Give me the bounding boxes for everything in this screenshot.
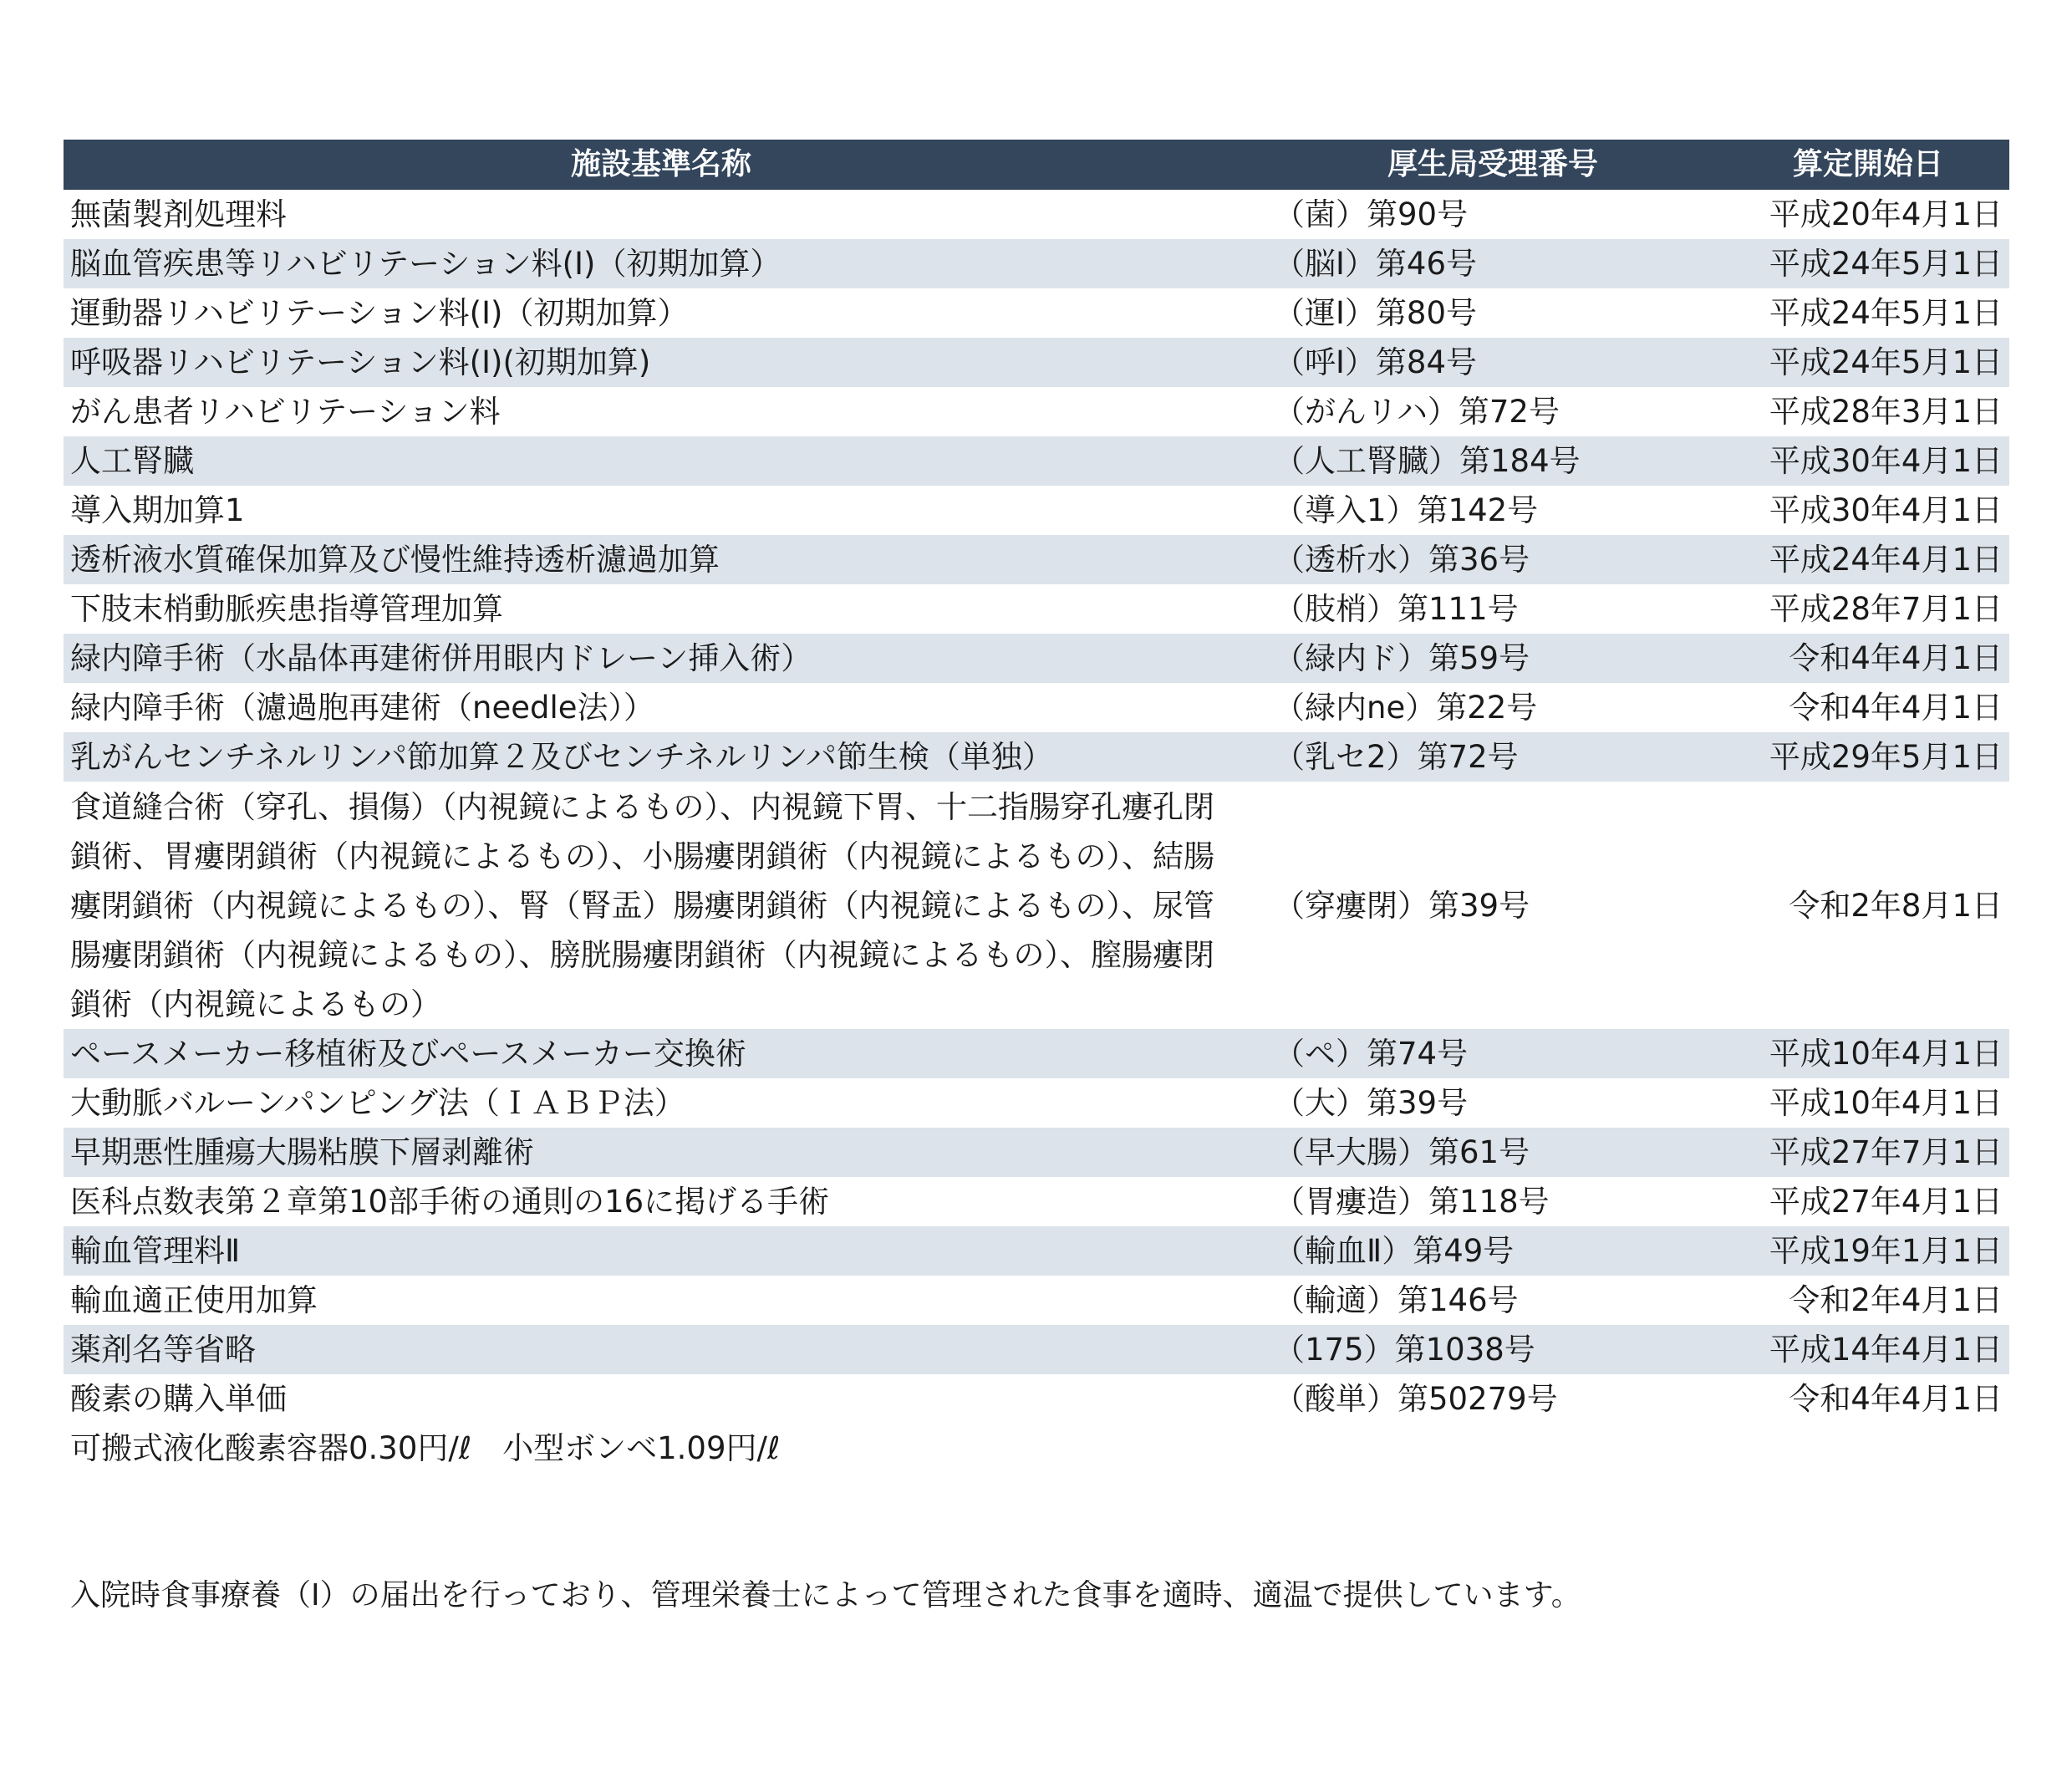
row-date: 平成28年7月1日: [1769, 591, 2003, 627]
row-date: 令和2年4月1日: [1789, 1282, 2003, 1318]
table-row: [64, 584, 2009, 634]
row-name: 輸血管理料Ⅱ: [70, 1233, 241, 1269]
row-date: 平成30年4月1日: [1769, 492, 2003, 528]
row-number: （脳Ⅰ）第46号: [1274, 246, 1477, 282]
row-date: 平成28年3月1日: [1769, 394, 2003, 430]
row-name: 無菌製剤処理料: [70, 196, 287, 232]
row-name: 薬剤名等省略: [70, 1332, 256, 1368]
table-row: [64, 1374, 2009, 1424]
row-name: 乳がんセンチネルリンパ節加算２及びセンチネルリンパ節生検（単独）: [70, 739, 1053, 775]
row-number: （ペ）第74号: [1274, 1036, 1469, 1072]
row-name: 下肢末梢動脈疾患指導管理加算: [70, 591, 503, 627]
row-date: 平成10年4月1日: [1769, 1036, 2003, 1072]
header-date: 算定開始日: [1792, 147, 1943, 181]
row-date: 平成24年5月1日: [1769, 246, 2003, 282]
row-name: 導入期加算1: [70, 492, 245, 528]
row-date: 平成30年4月1日: [1769, 443, 2003, 479]
table-row: [64, 1128, 2009, 1177]
row-name: 緑内障手術（水晶体再建術併用眼内ドレーン挿入術）: [70, 640, 812, 676]
row-number: （早大腸）第61号: [1274, 1134, 1530, 1170]
row-number: （緑内ne）第22号: [1274, 690, 1538, 726]
meal-service-note: 入院時食事療養（Ⅰ）の届出を行っており、管理栄養士によって管理された食事を適時、適温で提供しています。: [70, 1578, 1581, 1613]
table-row: [64, 338, 2009, 387]
row-number: （呼Ⅰ）第84号: [1274, 344, 1477, 380]
row-date: 令和4年4月1日: [1789, 1381, 2003, 1417]
row-name: 透析液水質確保加算及び慢性維持透析濾過加算: [70, 542, 720, 578]
row-number: （がんリハ）第72号: [1274, 394, 1560, 430]
row-name: 医科点数表第２章第10部手術の通則の16に掲げる手術: [70, 1184, 830, 1220]
table-row: [64, 239, 2009, 288]
row-date: 平成24年5月1日: [1769, 295, 2003, 331]
table-row: [64, 1078, 2009, 1128]
row-number: （菌）第90号: [1274, 196, 1469, 232]
header-number: 厚生局受理番号: [1387, 147, 1598, 181]
row-number: （運Ⅰ）第80号: [1274, 295, 1477, 331]
row-date: 平成14年4月1日: [1769, 1332, 2003, 1368]
table-row: [64, 190, 2009, 239]
row-number: （穿瘻閉）第39号: [1274, 887, 1530, 924]
row-number: （緑内ド）第59号: [1274, 640, 1530, 676]
row-number: （乳セ2）第72号: [1274, 739, 1519, 775]
row-name: 運動器リハビリテーション料(Ⅰ)（初期加算）: [70, 295, 689, 331]
row-number: （透析水）第36号: [1274, 542, 1530, 578]
table-header: [64, 140, 2009, 190]
row-date: 平成27年4月1日: [1769, 1184, 2003, 1220]
facility-standards-table: [64, 140, 2009, 1473]
row-name: 呼吸器リハビリテーション料(Ⅰ)(初期加算): [70, 344, 651, 380]
row-date: 平成27年7月1日: [1769, 1134, 2003, 1170]
row-number: （導入1）第142号: [1274, 492, 1539, 528]
row-number: （輸血Ⅱ）第49号: [1274, 1233, 1515, 1269]
row-date: 平成19年1月1日: [1769, 1233, 2003, 1269]
table-row: [64, 683, 2009, 732]
row-name: 大動脈バルーンパンピング法（ＩＡＢＰ法）: [70, 1085, 685, 1121]
row-name: 脳血管疾患等リハビリテーション料(Ⅰ)（初期加算）: [70, 246, 781, 282]
table-row: [64, 1177, 2009, 1226]
row-number: （大）第39号: [1274, 1085, 1469, 1121]
row-date: 平成10年4月1日: [1769, 1085, 2003, 1121]
table-row: [64, 1276, 2009, 1325]
row-name: がん患者リハビリテーション料: [70, 394, 501, 430]
header-name: 施設基準名称: [570, 147, 751, 181]
table-row: [64, 732, 2009, 782]
row-number: （175）第1038号: [1274, 1332, 1535, 1368]
row-number: （肢梢）第111号: [1274, 591, 1519, 627]
table-row: [64, 782, 2009, 1029]
table-row: [64, 486, 2009, 535]
table-row: [64, 288, 2009, 338]
table-row: [64, 436, 2009, 486]
row-date: 平成24年5月1日: [1769, 344, 2003, 380]
row-number: （胃瘻造）第118号: [1274, 1184, 1550, 1220]
row-date: 令和4年4月1日: [1789, 640, 2003, 676]
row-name: 早期悪性腫瘍大腸粘膜下層剥離術: [70, 1134, 534, 1170]
row-number: （酸単）第50279号: [1274, 1381, 1558, 1417]
row-number: （人工腎臓）第184号: [1274, 443, 1581, 479]
row-date: 令和4年4月1日: [1789, 690, 2003, 726]
row-date: 平成24年4月1日: [1769, 542, 2003, 578]
row-number: （輸適）第146号: [1274, 1282, 1519, 1318]
table-row: [64, 1029, 2009, 1078]
row-name: 緑内障手術（濾過胞再建術（needle法））: [70, 690, 655, 726]
row-name: 酸素の購入単価: [70, 1381, 287, 1417]
table-row: [64, 634, 2009, 683]
oxygen-price-note: 可搬式液化酸素容器0.30円/ℓ 小型ボンベ1.09円/ℓ: [70, 1430, 781, 1466]
row-name: 食道縫合術（穿孔、損傷）（内視鏡によるもの）、内視鏡下胃、十二指腸穿孔瘻孔閉鎖術、胃瘻閉鎖術（内視鏡によるもの）、小腸瘻閉鎖術（内視鏡によるもの）、結腸瘻閉鎖術（内視鏡によるもの）、腎（腎盂）腸瘻閉鎖術（内視鏡によるもの）、尿管腸瘻閉鎖術（内視鏡によるもの）、膀胱腸瘻閉鎖術（内視鏡によるもの）、膣腸瘻閉鎖術（内視鏡によるもの）: [70, 788, 1214, 1022]
row-date: 平成20年4月1日: [1769, 196, 2003, 232]
row-name: 人工腎臓: [70, 443, 194, 479]
table-row: [64, 535, 2009, 584]
row-name: ペースメーカー移植術及びペースメーカー交換術: [70, 1036, 746, 1072]
row-date: 平成29年5月1日: [1769, 739, 2003, 775]
table-row: [64, 1325, 2009, 1374]
row-name: 輸血適正使用加算: [70, 1282, 318, 1318]
row-date: 令和2年8月1日: [1789, 887, 2003, 924]
table-row: [64, 387, 2009, 436]
table-row: [64, 1226, 2009, 1276]
